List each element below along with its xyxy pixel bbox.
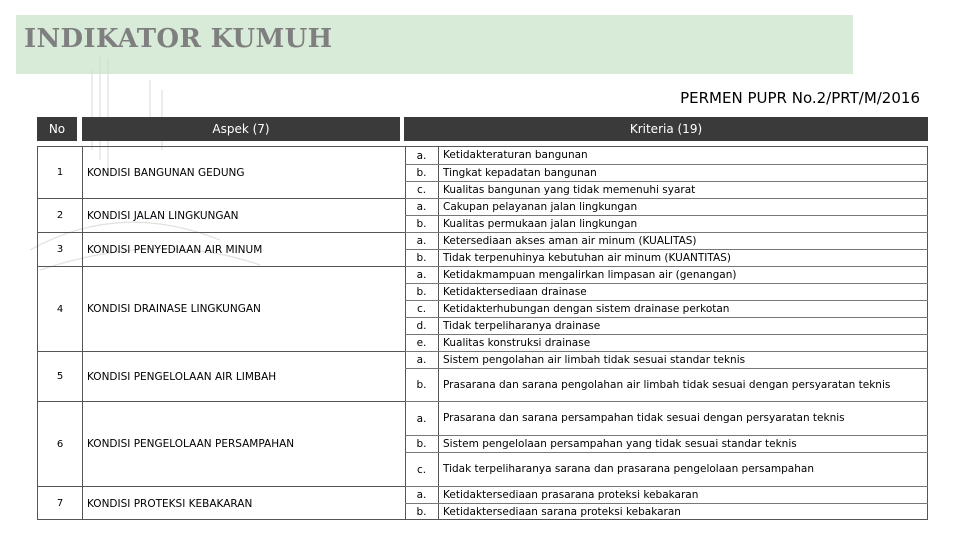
criteria-row bbox=[405, 503, 928, 520]
aspect-row bbox=[38, 351, 436, 401]
indicator-table bbox=[37, 146, 928, 520]
aspect-row bbox=[38, 266, 436, 351]
aspect-number: 1 bbox=[56, 167, 64, 178]
aspect-number: 2 bbox=[56, 210, 64, 221]
criteria-text: Ketidakmampuan mengalirkan limpasan air (genangan) bbox=[443, 268, 737, 281]
aspect-number: 7 bbox=[56, 498, 64, 509]
criteria-letter: e. bbox=[416, 337, 427, 349]
criteria-letter: c. bbox=[416, 303, 427, 315]
aspect-name: KONDISI PENGELOLAAN AIR LIMBAH bbox=[87, 370, 277, 383]
criteria-row bbox=[405, 147, 928, 164]
criteria-letter: a. bbox=[416, 412, 427, 425]
criteria-text: Sistem pengolahan air limbah tidak sesuai standar teknis bbox=[443, 353, 746, 366]
criteria-text: Kualitas permukaan jalan lingkungan bbox=[443, 217, 638, 230]
criteria-text: Ketidaktersediaan prasarana proteksi kebakaran bbox=[443, 488, 699, 501]
aspect-name: KONDISI PENGELOLAAN PERSAMPAHAN bbox=[87, 438, 295, 450]
criteria-letter: a. bbox=[416, 489, 427, 501]
criteria-text: Ketersediaan akses aman air minum (KUALITAS) bbox=[443, 234, 697, 247]
criteria-letter: a. bbox=[416, 269, 427, 281]
aspect-row bbox=[38, 147, 436, 198]
page-title: INDIKATOR KUMUH bbox=[24, 24, 333, 54]
criteria-letter: a. bbox=[416, 201, 427, 213]
criteria-row bbox=[405, 266, 928, 283]
criteria-row bbox=[405, 435, 928, 452]
criteria-letter: b. bbox=[416, 167, 427, 179]
criteria-row bbox=[405, 215, 928, 232]
criteria-row bbox=[405, 401, 928, 435]
criteria-letter: b. bbox=[416, 252, 427, 264]
criteria-row bbox=[405, 334, 928, 351]
criteria-text: Tidak terpeliharanya drainase bbox=[443, 319, 601, 332]
criteria-letter: b. bbox=[416, 438, 427, 450]
criteria-row bbox=[405, 164, 928, 181]
aspect-name: KONDISI PENYEDIAAN AIR MINUM bbox=[87, 243, 263, 256]
criteria-text: Ketidaktersediaan sarana proteksi kebakaran bbox=[443, 505, 681, 518]
aspect-name: KONDISI DRAINASE LINGKUNGAN bbox=[87, 303, 261, 315]
criteria-row bbox=[405, 181, 928, 198]
regulation-reference: PERMEN PUPR No.2/PRT/M/2016 bbox=[680, 89, 920, 107]
aspect-number: 4 bbox=[56, 303, 64, 315]
criteria-text: Tidak terpeliharanya sarana dan prasarana pengelolaan persampahan bbox=[443, 463, 814, 476]
criteria-row bbox=[405, 198, 928, 215]
criteria-row bbox=[405, 249, 928, 266]
criteria-row bbox=[405, 317, 928, 334]
criteria-letter: c. bbox=[416, 463, 427, 476]
criteria-text: Sistem pengelolaan persampahan yang tidak sesuai standar teknis bbox=[443, 437, 797, 450]
criteria-text: Prasarana dan sarana persampahan tidak sesuai dengan persyaratan teknis bbox=[443, 412, 845, 425]
criteria-text: Kualitas konstruksi drainase bbox=[443, 336, 591, 349]
header-no: No bbox=[37, 117, 77, 141]
criteria-letter: d. bbox=[416, 320, 427, 332]
criteria-row bbox=[405, 486, 928, 503]
criteria-text: Ketidakterhubungan dengan sistem drainase perkotan bbox=[443, 302, 730, 315]
aspect-number: 3 bbox=[56, 244, 64, 255]
aspect-row bbox=[38, 232, 436, 266]
aspect-name: KONDISI PROTEKSI KEBAKARAN bbox=[87, 497, 253, 510]
criteria-text: Cakupan pelayanan jalan lingkungan bbox=[443, 200, 638, 213]
criteria-letter: a. bbox=[416, 149, 427, 162]
criteria-letter: b. bbox=[416, 286, 427, 298]
criteria-row bbox=[405, 452, 928, 486]
criteria-text: Ketidaktersediaan drainase bbox=[443, 285, 587, 298]
criteria-text: Prasarana dan sarana pengolahan air limbah tidak sesuai dengan persyaratan teknis bbox=[443, 378, 891, 391]
criteria-text: Tidak terpenuhinya kebutuhan air minum (KUANTITAS) bbox=[443, 251, 731, 264]
criteria-row bbox=[405, 232, 928, 249]
aspect-number: 5 bbox=[56, 371, 64, 382]
criteria-letter: b. bbox=[416, 506, 427, 518]
criteria-row bbox=[405, 368, 928, 401]
criteria-letter: b. bbox=[416, 379, 427, 391]
aspect-row bbox=[38, 198, 436, 232]
aspect-number: 6 bbox=[56, 438, 64, 450]
criteria-letter: a. bbox=[416, 354, 427, 366]
criteria-row bbox=[405, 351, 928, 368]
header-kriteria: Kriteria (19) bbox=[404, 117, 928, 141]
aspect-name: KONDISI BANGUNAN GEDUNG bbox=[87, 166, 245, 179]
criteria-letter: b. bbox=[416, 218, 427, 230]
criteria-text: Kualitas bangunan yang tidak memenuhi syarat bbox=[443, 183, 696, 196]
criteria-text: Tingkat kepadatan bangunan bbox=[443, 166, 597, 179]
criteria-letter: c. bbox=[416, 184, 427, 196]
criteria-letter: a. bbox=[416, 235, 427, 247]
criteria-row bbox=[405, 283, 928, 300]
header-aspek: Aspek (7) bbox=[82, 117, 400, 141]
aspect-name: KONDISI JALAN LINGKUNGAN bbox=[87, 209, 239, 222]
aspect-row bbox=[38, 486, 436, 520]
criteria-text: Ketidakteraturan bangunan bbox=[443, 149, 588, 162]
criteria-row bbox=[405, 300, 928, 317]
aspect-row bbox=[38, 401, 436, 486]
